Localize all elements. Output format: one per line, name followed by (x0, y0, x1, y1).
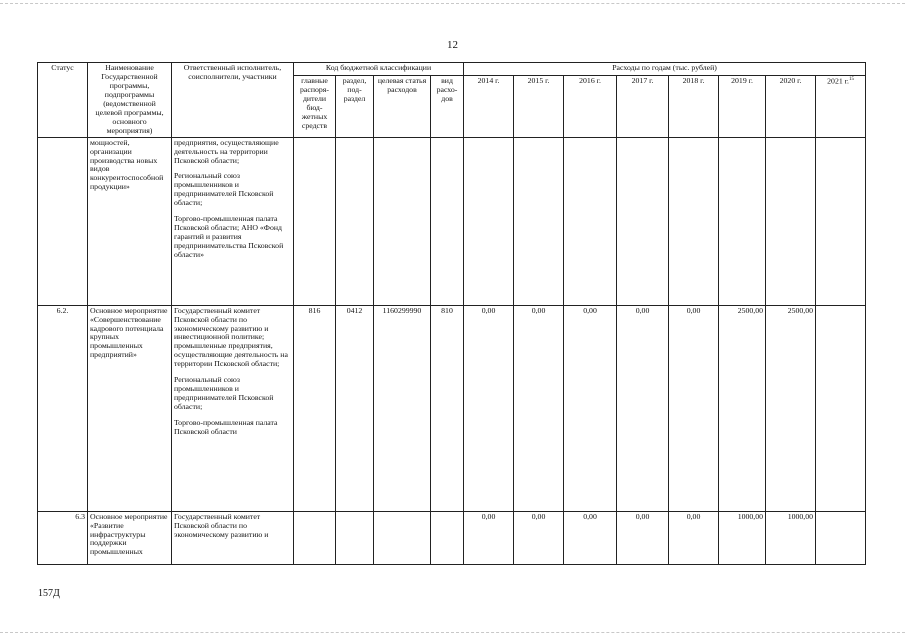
row-name: мощностей, организации производства новых видов конкурентоспособной продукции» (88, 137, 172, 305)
header-status: Статус (38, 63, 88, 138)
row-code-type (431, 137, 464, 305)
header-year-2014: 2014 г. (464, 75, 514, 137)
executor-entry: Государственный комитет Псковской области по экономическому развитию и (174, 511, 269, 539)
row-value-2014: 0,00 (464, 305, 514, 511)
row-value-2017: 0,00 (617, 305, 669, 511)
row-code-section (336, 137, 374, 305)
table-row (38, 305, 866, 511)
table-row (38, 511, 866, 564)
header-year-2021 (816, 75, 866, 137)
header-year-2016: 2016 г. (564, 75, 617, 137)
row-value-2019 (719, 137, 766, 305)
footnote-mark: 15 (848, 76, 854, 82)
budget-table (37, 62, 866, 565)
row-name: Основное мероприятие «Развитие инфраструктуры поддержки промышленных (88, 511, 172, 564)
executor-entry: Государственный комитет Псковской области по экономическому развитию и инвестиционной политике; промышленные предприятия, осуществляющие деятельность на территории Псковской области; (174, 305, 288, 369)
row-code-section: 0412 (336, 305, 374, 511)
header-year-2017: 2017 г. (617, 75, 669, 137)
row-status: 6.3 (38, 511, 88, 564)
header-year-2015: 2015 г. (514, 75, 564, 137)
row-value-2020: 2500,00 (766, 305, 816, 511)
header-executor: Ответственный исполнитель, соисполнители, участники (172, 63, 294, 138)
row-value-2018 (669, 137, 719, 305)
scan-edge-bottom (0, 632, 905, 633)
header-code-admin: главные распоря-дители бюд-жетных средств (294, 75, 336, 137)
row-value-2021 (816, 305, 866, 511)
executor-entry: Торгово-промышленная палата Псковской области; АНО «Фонд гарантий и развития предпринимательства Псковской области» (174, 214, 284, 260)
header-row-1 (38, 63, 866, 76)
row-value-2017: 0,00 (617, 511, 669, 564)
row-value-2016 (564, 137, 617, 305)
row-value-2019: 1000,00 (719, 511, 766, 564)
row-executors (172, 305, 294, 511)
header-year-2020: 2020 г. (766, 75, 816, 137)
row-value-2021 (816, 137, 866, 305)
row-code-section (336, 511, 374, 564)
row-value-2014 (464, 137, 514, 305)
header-year-2018: 2018 г. (669, 75, 719, 137)
table-row (38, 137, 866, 305)
header-year-2019: 2019 г. (719, 75, 766, 137)
row-value-2014: 0,00 (464, 511, 514, 564)
row-status (38, 137, 88, 305)
row-value-2020 (766, 137, 816, 305)
executor-entry: Региональный союз промышленников и предпринимателей Псковской области; (174, 171, 274, 208)
executor-entry: предприятия, осуществляющие деятельность на территории Псковской области; (174, 137, 279, 165)
row-code-admin: 816 (294, 305, 336, 511)
row-value-2017 (617, 137, 669, 305)
row-code-type (431, 511, 464, 564)
header-budget-code-group: Код бюджетной классификации (294, 63, 464, 76)
row-value-2016: 0,00 (564, 511, 617, 564)
header-code-article: целевая статья расходов (374, 75, 431, 137)
header-expenses-group: Расходы по годам (тыс. рублей) (464, 63, 866, 76)
row-code-type: 810 (431, 305, 464, 511)
row-executors (172, 137, 294, 305)
row-value-2019: 2500,00 (719, 305, 766, 511)
row-code-admin (294, 511, 336, 564)
row-name: Основное мероприятие «Совершенствование кадрового потенциала крупных промышленных предприятий» (88, 305, 172, 511)
header-code-section: раздел, под-раздел (336, 75, 374, 137)
header-name: Наименование Государственной программы, подпрограммы (ведомственной целевой программы, основного мероприятия) (88, 63, 172, 138)
row-status: 6.2. (38, 305, 88, 511)
executor-entry: Региональный союз промышленников и предпринимателей Псковской области; (174, 375, 274, 412)
row-value-2016: 0,00 (564, 305, 617, 511)
header-code-type: вид расхо-дов (431, 75, 464, 137)
row-code-article (374, 511, 431, 564)
page-number: 12 (447, 39, 458, 51)
row-code-article (374, 137, 431, 305)
row-value-2015 (514, 137, 564, 305)
footer-code: 157Д (38, 588, 60, 599)
row-value-2015: 0,00 (514, 511, 564, 564)
row-value-2018: 0,00 (669, 511, 719, 564)
scan-edge-top (0, 3, 905, 4)
row-executors (172, 511, 294, 564)
row-value-2021 (816, 511, 866, 564)
row-value-2015: 0,00 (514, 305, 564, 511)
row-value-2018: 0,00 (669, 305, 719, 511)
executor-entry: Торгово-промышленная палата Псковской области (174, 418, 278, 437)
row-value-2020: 1000,00 (766, 511, 816, 564)
row-code-admin (294, 137, 336, 305)
row-code-article: 1160299990 (374, 305, 431, 511)
header-year-2021-label: 2021 г. (827, 76, 849, 86)
